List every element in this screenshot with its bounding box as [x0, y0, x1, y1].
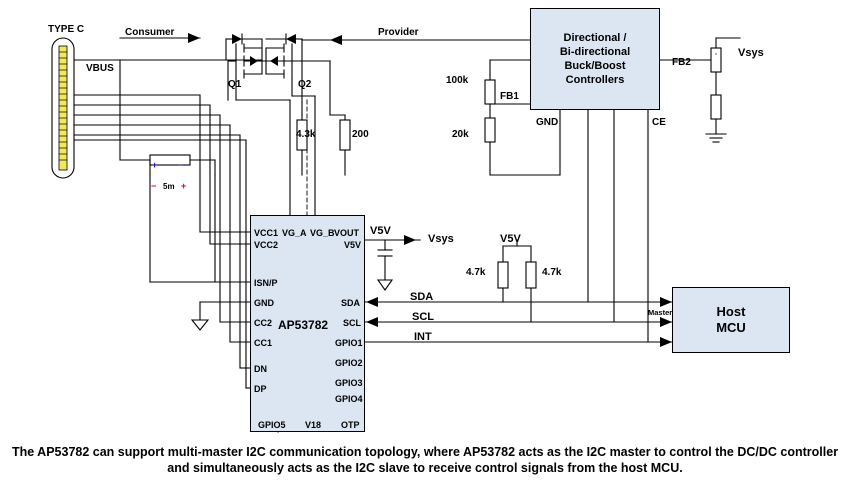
pin-v18: V18 [305, 420, 322, 430]
type-c-label: TYPE C [48, 24, 85, 35]
r-20k-label: 20k [452, 129, 469, 140]
r-100k-label: 100k [446, 75, 469, 86]
pin-dp: DP [254, 384, 267, 394]
vbus-label: VBUS [86, 63, 114, 74]
pin-vout: VOUT [334, 228, 360, 238]
pin-scl: SCL [343, 318, 361, 328]
vsys-mid-label: Vsys [428, 233, 454, 245]
buck-boost-controller-block [530, 8, 660, 110]
q1-label: Q1 [228, 79, 242, 90]
pin-gpio3: GPIO3 [335, 378, 363, 388]
r-4k3-label: 4.3k [296, 129, 316, 140]
r-pullup-b-label: 4.7k [542, 267, 562, 278]
pin-vcc1: VCC1 [254, 228, 279, 238]
master-label: Master [648, 308, 673, 317]
controller-line4: Controllers [565, 74, 625, 86]
sense-plus-bottom: + [181, 181, 187, 191]
fb1-label: FB1 [500, 91, 519, 102]
gnd-label: GND [536, 117, 559, 128]
sense-minus-top: − [178, 160, 184, 170]
pin-vg-a: VG_A [282, 228, 307, 238]
int-net-label: INT [414, 331, 432, 343]
pin-gpio4: GPIO4 [335, 394, 363, 404]
sda-net-label: SDA [410, 291, 434, 303]
scl-net-label: SCL [412, 311, 434, 323]
v5v-rail-label: V5V [370, 225, 391, 237]
controller-line1: Directional / [563, 32, 627, 44]
sense-value-label: 5m [163, 182, 175, 191]
pin-sda: SDA [341, 298, 361, 308]
pin-vg-b: VG_B [310, 228, 335, 238]
mcu-line2: MCU [716, 320, 746, 335]
pin-cc2: CC2 [254, 318, 273, 328]
fb2-label: FB2 [672, 57, 691, 68]
pin-otp: OTP [341, 420, 360, 430]
pin-gpio1: GPIO1 [335, 338, 363, 348]
sense-plus-top: + [152, 160, 158, 170]
pin-gpio2: GPIO2 [335, 358, 363, 368]
mcu-line1: Host [716, 304, 746, 319]
pin-gpio5: GPIO5 [258, 420, 286, 430]
r-200-label: 200 [352, 129, 369, 140]
vsys-top-label: Vsys [738, 47, 764, 59]
pin-vcc2: VCC2 [254, 240, 279, 250]
q2-label: Q2 [298, 79, 312, 90]
controller-line2: Bi-directional [559, 46, 631, 58]
v5v-pullup-label: V5V [500, 233, 521, 245]
r-pullup-a-label: 4.7k [466, 267, 486, 278]
consumer-label: Consumer [125, 27, 175, 38]
host-mcu-block [672, 287, 790, 353]
provider-label: Provider [378, 27, 419, 38]
figure-caption: The AP53782 can support multi-master I2C communication topology, where AP53782 acts as the I2C master to control the DC/DC controller and simultaneously acts as the I2C slave to receive control signals from the host MCU. [11, 445, 839, 475]
pin-isnp: ISN/P [254, 278, 278, 288]
controller-line3: Buck/Boost [564, 60, 626, 72]
ce-label: CE [652, 117, 666, 128]
pin-dn: DN [254, 364, 267, 374]
ic-part-number: AP53782 [278, 318, 329, 332]
sense-minus-bottom: − [151, 181, 157, 191]
pin-gnd: GND [254, 298, 274, 308]
pin-v5v: V5V [344, 240, 362, 250]
pin-cc1: CC1 [254, 338, 273, 348]
